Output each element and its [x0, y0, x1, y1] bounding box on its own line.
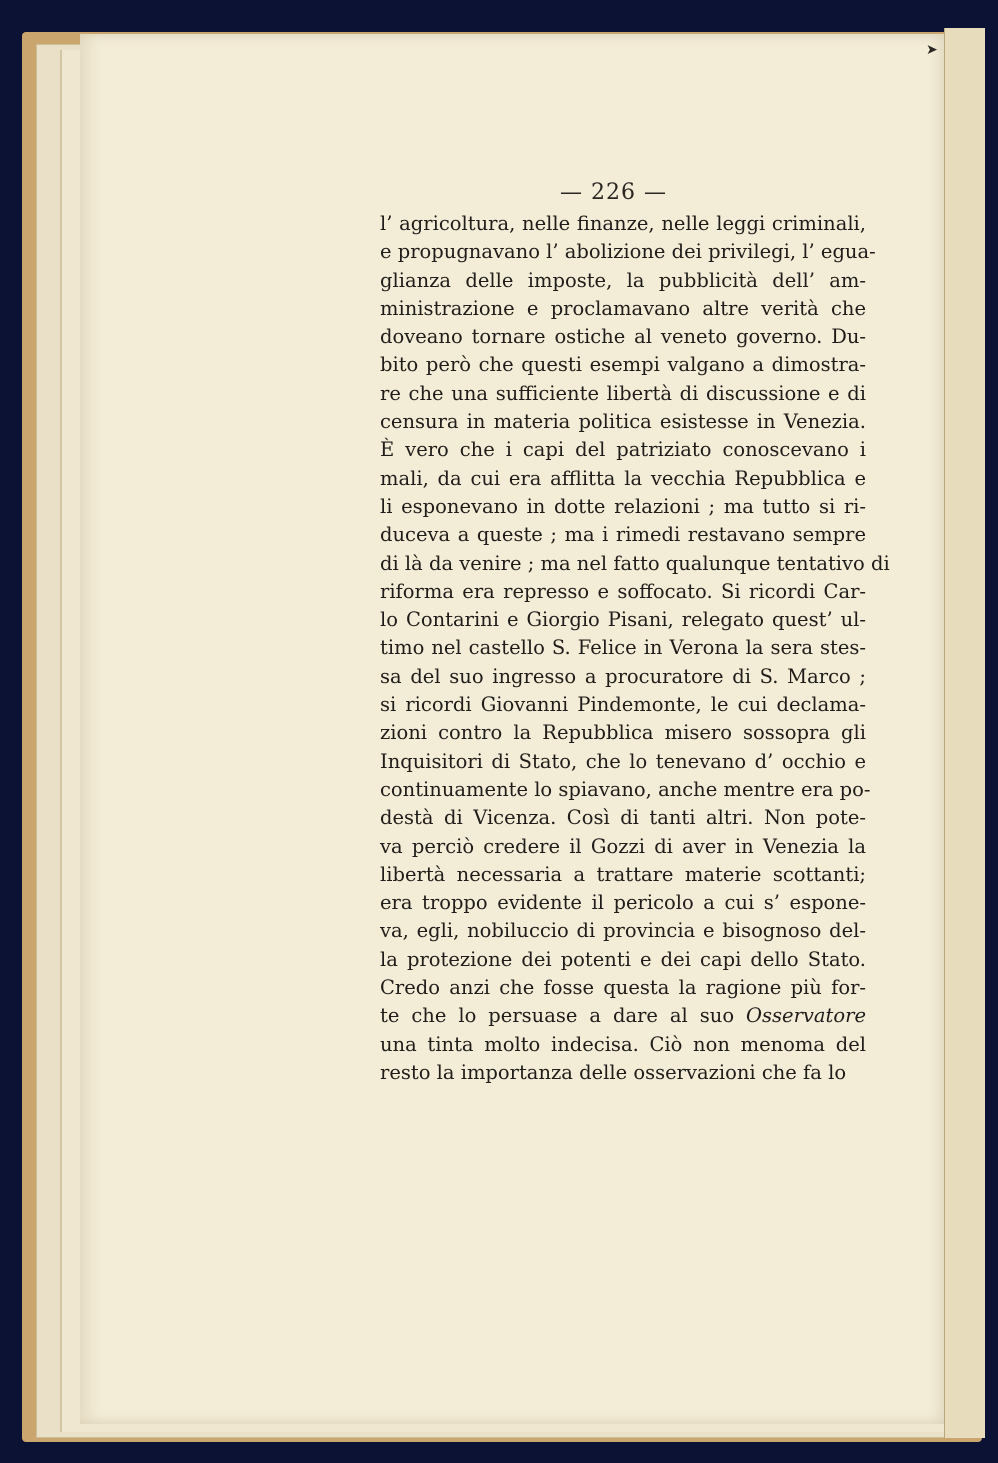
- text-line: era troppo evidente il pericolo a cui s’ espone-: [380, 891, 866, 915]
- text-line: lo Contarini e Giorgio Pisani, relegato quest’ ul-: [380, 608, 866, 632]
- text-line: resto la importanza delle osservazioni che fa lo: [380, 1060, 847, 1084]
- text-line: È vero che i capi del patriziato conoscevano i: [380, 438, 866, 462]
- text-line: destà di Vicenza. Così di tanti altri. Non pote-: [380, 806, 866, 830]
- text-line: sa del suo ingresso a procuratore di S. Marco ;: [380, 664, 866, 688]
- text-line: re che una sufficiente libertà di discussione e di: [380, 381, 866, 405]
- facing-page-edge: [944, 28, 985, 1438]
- text-line: continuamente lo spiavano, anche mentre era po-: [380, 777, 871, 801]
- text-line: di là da venire ; ma nel fatto qualunque tentativo di: [380, 551, 890, 575]
- text-line: e propugnavano l’ abolizione dei privilegi, l’ egua-: [380, 240, 876, 264]
- text-line: Credo anzi che fosse questa la ragione più for-: [380, 976, 866, 1000]
- text-line: mali, da cui era afflitta la vecchia Repubblica e: [380, 466, 866, 490]
- text-line: li esponevano in dotte relazioni ; ma tutto si ri-: [380, 494, 866, 518]
- text-line: una tinta molto indecisa. Ciò non menoma del: [380, 1032, 866, 1056]
- text-line: riforma era represso e soffocato. Si ricordi Car-: [380, 579, 866, 603]
- text-line: duceva a queste ; ma i rimedi restavano sempre: [380, 523, 866, 547]
- text-line: glianza delle imposte, la pubblicità dell’ am-: [380, 268, 866, 292]
- text-line: va, egli, nobiluccio di provincia e bisognoso del-: [380, 919, 866, 943]
- body-text: [380, 210, 890, 1087]
- text-line: va perciò credere il Gozzi di aver in Venezia la: [380, 834, 866, 858]
- text-segment: te che lo persuase a dare al suo: [380, 1004, 747, 1028]
- page-number: — 226 —: [560, 180, 667, 205]
- text-line: doveano tornare ostiche al veneto governo. Du-: [380, 325, 866, 349]
- text-line-with-italic: [380, 1002, 866, 1030]
- text-line: zioni contro la Repubblica misero sossopra gli: [380, 721, 866, 745]
- text-line: Inquisitori di Stato, che lo tenevano d’ occhio e: [380, 749, 866, 773]
- text-line: si ricordi Giovanni Pindemonte, le cui declama-: [380, 693, 866, 717]
- italic-title: Osservatore: [746, 1004, 866, 1028]
- text-line: l’ agricoltura, nelle finanze, nelle leggi criminali,: [380, 212, 866, 235]
- text-line: la protezione dei potenti e dei capi dello Stato.: [380, 947, 866, 971]
- text-line: timo nel castello S. Felice in Verona la sera stes-: [380, 636, 866, 660]
- text-line: bito però che questi esempi valgano a dimostra-: [380, 353, 866, 377]
- text-line: censura in materia politica esistesse in Venezia.: [380, 410, 866, 434]
- corner-mark-icon: ➤: [926, 42, 938, 58]
- text-line: libertà necessaria a trattare materie scottanti;: [380, 862, 866, 886]
- text-line: ministrazione e proclamavano altre verità che: [380, 296, 866, 320]
